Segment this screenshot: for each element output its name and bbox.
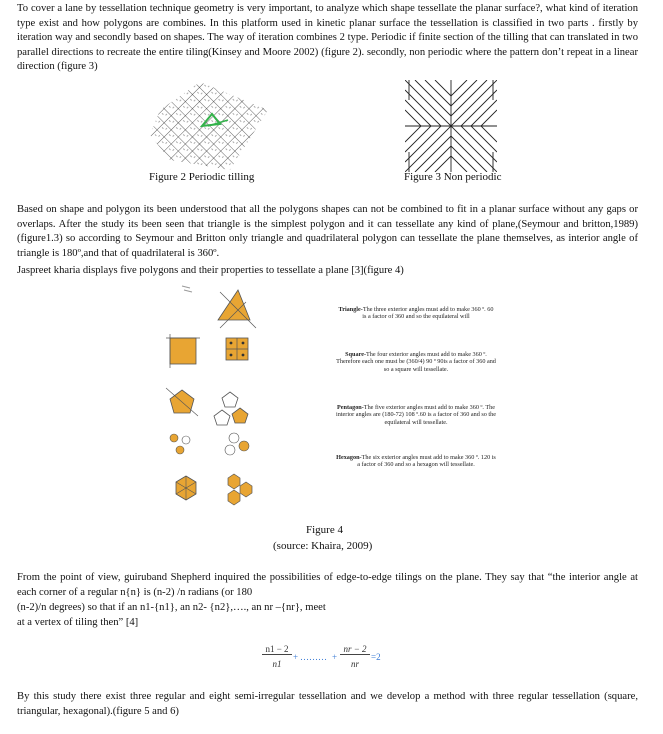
- intro-paragraph: To cover a lane by tessellation technique geometry is very important, to analyze which shape tessellate the planar surface?, what kind of iteration type exist and how polygons are combines. In this platform used in kinetic planar surface the tessellation is classified in two parts . firstly by iteration way and secondly based on shapes. The way of iteration combines 2 type. Periodic if finite section of the tilling that can translated in two parallel directions to recreate the entire tiling(Kinsey and Moore 2002) (figure 2). secondly, non periodic where the pattern don’t repeat in a linear direction (figure 3): [17, 3, 638, 73]
- figure-4-caption: Figure 4: [306, 524, 343, 536]
- figure-2-caption: Figure 2 Periodic tilling: [149, 171, 255, 183]
- square-text: The four exterior angles must add to make 360 º. Therefore each one must be (360/4) 90 º 90is a factor of 360 and so a square will tessellate.: [336, 351, 496, 373]
- equation-ellipsis: ………: [300, 652, 327, 662]
- shepherd-paragraph: From the point of view, guiruband Shepherd inquired the possibilities of edge-to-edge tilings on the plane. They say that “the interior angle at each corner of a regular n{n} is (n-2) /n radians (or 180: [17, 572, 638, 598]
- shepherd-line-3: at a vertex of tiling then” [4]: [17, 617, 139, 628]
- equation-result: =2: [371, 652, 381, 662]
- square-description: [336, 351, 496, 373]
- equation-plus-2: +: [332, 652, 338, 662]
- equation-denominator-1: n1: [272, 659, 282, 669]
- conclusion-paragraph: By this study there exist three regular and eight semi-irregular tessellation and we develop a method with three regular tessellation (square, triangular, hexagonal).(figure 5 and 6): [17, 691, 638, 717]
- equation-denominator-2: nr: [350, 659, 359, 669]
- polygon-paragraph: Based on shape and polygon its been understood that all the polygons shapes can not be combined to fit in a planar surface without any gaps or overlaps. After the study its been seen that triangle is the simplest polygon and it can tessellate any kind of plane,(Seymour and britton,1989)(figure1.3) so according to Seymour and Britton only triangle and quadrilateral polygon can tessellate the plane themselves, as interior angle of triangle is 180º,and that of quadrilateral is 360º.: [17, 204, 638, 259]
- non-periodic-tiling-figure: [405, 80, 497, 172]
- polygon-tessellation-figure: [160, 282, 270, 508]
- triangle-title: Triangle-: [338, 306, 363, 313]
- square-title: Square-: [345, 351, 367, 358]
- hexagon-description: [336, 454, 496, 469]
- pentagon-title: Pentagon-: [336, 404, 364, 411]
- triangle-text: The three exterior angles must add to make 360 º. 60 is a factor of 360 and so the equilateral will: [362, 306, 494, 321]
- pentagon-description: [336, 404, 496, 426]
- equation-numerator-1: n1 − 2: [262, 644, 292, 655]
- shepherd-line-2: (n-2)/n degrees) so that if an n1-{n1}, an n2- {n2},…., an nr –{nr}, meet: [17, 602, 326, 613]
- equation-plus-1: +: [293, 652, 299, 662]
- tiling-equation: [262, 644, 392, 676]
- triangle-description: [336, 306, 496, 321]
- pentagon-text: The five exterior angles must add to make 360 º. The interior angles are (180-72) 108 º.60 is a factor of 360 and so the equilateral will tessellate.: [336, 404, 496, 426]
- figure-4-source: (source: Khaira, 2009): [273, 540, 373, 552]
- hexagon-text: The six exterior angles must add to make 360 º. 120 is a factor of 360 and so a hexagon will tessellate.: [357, 454, 496, 469]
- hexagon-title: Hexagon-: [336, 454, 362, 461]
- figure-3-caption: Figure 3 Non periodic: [404, 171, 502, 183]
- periodic-tiling-figure: [150, 80, 270, 172]
- equation-numerator-2: nr − 2: [340, 644, 370, 655]
- kharia-paragraph: Jaspreet kharia displays five polygons and their properties to tessellate a plane [3](figure 4): [17, 265, 404, 276]
